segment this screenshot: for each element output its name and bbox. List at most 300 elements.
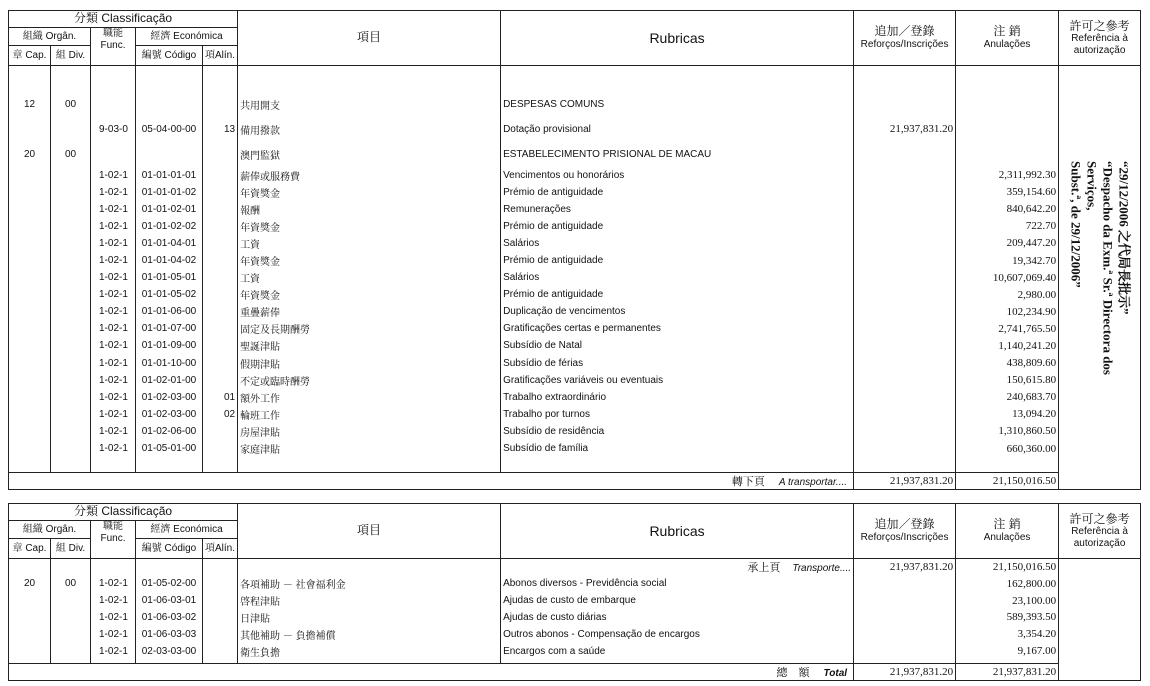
func-cell: 1-02-1: [91, 423, 136, 440]
item-cell: 薪俸或服務費: [238, 167, 501, 184]
transport-row: [9, 559, 1141, 576]
reforcos-cell: [854, 201, 956, 218]
cap-cell: [9, 184, 51, 201]
anulacoes-cell: 13,094.20: [956, 406, 1059, 423]
anulacoes-cell: 359,154.60: [956, 184, 1059, 201]
codigo-cell: 05-04-00-00: [136, 117, 203, 142]
anulacoes-cell: 19,342.70: [956, 252, 1059, 269]
codigo-cell: 01-01-04-01: [136, 235, 203, 252]
item-cell: 不定或臨時酬勞: [238, 372, 501, 389]
item-cell: 假期津貼: [238, 355, 501, 372]
func-cell: 1-02-1: [91, 235, 136, 252]
table-row: [9, 389, 1141, 406]
empty-cell: [91, 559, 136, 576]
codigo-cell: 01-01-09-00: [136, 337, 203, 354]
anulacoes-header-zh: 注 銷: [993, 24, 1021, 39]
spacer-cell: [956, 457, 1059, 472]
item-cell: 家庭津貼: [238, 440, 501, 457]
cap-cell: [9, 355, 51, 372]
table-row: [9, 423, 1141, 440]
anulacoes-cell: 23,100.00: [956, 592, 1059, 609]
spacer-cell: [51, 457, 91, 472]
div-header: 組 Div.: [51, 539, 91, 559]
footer-anulacoes: 21,937,831.20: [956, 663, 1059, 680]
cap-cell: [9, 252, 51, 269]
reforcos-cell: [854, 184, 956, 201]
alin-cell: 01: [203, 389, 238, 406]
spacer-cell: [9, 66, 51, 92]
empty-cell: [9, 559, 51, 576]
codigo-cell: 01-01-04-02: [136, 252, 203, 269]
codigo-cell: 01-01-02-01: [136, 201, 203, 218]
rubrica-cell: Trabalho extraordinário: [501, 389, 854, 406]
alin-cell: [203, 167, 238, 184]
referencia-header: [1059, 11, 1141, 66]
func-cell: 9-03-0: [91, 117, 136, 142]
div-cell: [51, 320, 91, 337]
reforcos-header-pt: Reforços/Inscrições: [860, 39, 949, 51]
reforcos-header: [854, 504, 956, 559]
reforcos-cell: [854, 142, 956, 167]
alin-cell: [203, 286, 238, 303]
func-cell: 1-02-1: [91, 269, 136, 286]
table-row: [9, 252, 1141, 269]
alin-cell: [203, 440, 238, 457]
anulacoes-cell: [956, 92, 1059, 117]
alin-cell: 13: [203, 117, 238, 142]
cap-cell: [9, 218, 51, 235]
cap-cell: [9, 167, 51, 184]
div-cell: [51, 372, 91, 389]
codigo-header: 編號 Código: [136, 46, 203, 66]
table-row: [9, 609, 1141, 626]
cap-cell: 12: [9, 92, 51, 117]
reforcos-cell: [854, 423, 956, 440]
anulacoes-cell: 1,310,860.50: [956, 423, 1059, 440]
div-cell: [51, 117, 91, 142]
footer-label: [9, 663, 854, 680]
anulacoes-cell: 660,360.00: [956, 440, 1059, 457]
div-cell: [51, 167, 91, 184]
func-header-pt: Func.: [100, 39, 126, 51]
anulacoes-header-pt: Anulações: [983, 532, 1031, 544]
anulacoes-cell: 10,607,069.40: [956, 269, 1059, 286]
rubrica-cell: Trabalho por turnos: [501, 406, 854, 423]
rubricas-header: Rubricas: [501, 11, 854, 66]
anulacoes-cell: 2,741,765.50: [956, 320, 1059, 337]
item-cell: 年資獎金: [238, 252, 501, 269]
table-row: [9, 303, 1141, 320]
alin-cell: [203, 269, 238, 286]
cap-cell: [9, 303, 51, 320]
spacer-cell: [91, 66, 136, 92]
economica-header: 經濟 Económica: [136, 28, 238, 46]
reforcos-cell: [854, 235, 956, 252]
codigo-cell: 01-01-01-01: [136, 167, 203, 184]
transport-label-pt: Transporte....: [792, 563, 852, 575]
footer-label-pt: A transportar....: [778, 476, 848, 488]
cap-cell: [9, 320, 51, 337]
cap-cell: [9, 389, 51, 406]
footer-label-zh: 總 額: [776, 666, 810, 679]
footer-label-pt: Total: [823, 667, 848, 679]
rubrica-cell: Encargos com a saúde: [501, 643, 854, 660]
rubrica-cell: Vencimentos ou honorários: [501, 167, 854, 184]
codigo-cell: 01-01-05-02: [136, 286, 203, 303]
div-cell: [51, 643, 91, 660]
classification-header: 分類 Classificação: [9, 504, 238, 521]
footer-row: [9, 472, 1141, 489]
empty-cell: [203, 559, 238, 576]
alin-cell: [203, 252, 238, 269]
codigo-cell: 01-01-07-00: [136, 320, 203, 337]
alin-cell: [203, 423, 238, 440]
cap-header: 章 Cap.: [9, 539, 51, 559]
item-cell: 重疊薪俸: [238, 303, 501, 320]
reforcos-cell: [854, 609, 956, 626]
reforcos-cell: [854, 337, 956, 354]
func-cell: 1-02-1: [91, 252, 136, 269]
reforcos-cell: [854, 167, 956, 184]
table-row: [9, 286, 1141, 303]
spacer-cell: [956, 66, 1059, 92]
codigo-cell: 01-02-01-00: [136, 372, 203, 389]
cap-cell: [9, 592, 51, 609]
table-row: [9, 406, 1141, 423]
item-cell: 年資獎金: [238, 286, 501, 303]
cap-cell: [9, 626, 51, 643]
alin-header: 項Alín.: [203, 539, 238, 559]
div-cell: [51, 269, 91, 286]
spacer-cell: [136, 457, 203, 472]
cap-cell: 20: [9, 142, 51, 167]
func-cell: 1-02-1: [91, 184, 136, 201]
alin-cell: [203, 626, 238, 643]
cap-cell: [9, 440, 51, 457]
func-cell: 1-02-1: [91, 201, 136, 218]
reforcos-cell: [854, 592, 956, 609]
func-cell: 1-02-1: [91, 218, 136, 235]
codigo-cell: 01-05-01-00: [136, 440, 203, 457]
reforcos-cell: [854, 406, 956, 423]
anulacoes-cell: 209,447.20: [956, 235, 1059, 252]
transport-anulacoes: 21,150,016.50: [956, 559, 1059, 576]
codigo-header: 編號 Código: [136, 539, 203, 559]
authorization-line: “Despacho da Exm.ª Sr.ª Directora dos Serviços,: [1084, 161, 1116, 375]
empty-cell: [51, 559, 91, 576]
div-cell: [51, 235, 91, 252]
rubrica-cell: Gratificações certas e permanentes: [501, 320, 854, 337]
codigo-cell: 01-01-10-00: [136, 355, 203, 372]
alin-cell: [203, 218, 238, 235]
func-cell: 1-02-1: [91, 320, 136, 337]
footer-reforcos: 21,937,831.20: [854, 472, 956, 489]
rubrica-cell: Abonos diversos - Previdência social: [501, 576, 854, 593]
div-cell: [51, 286, 91, 303]
codigo-cell: [136, 92, 203, 117]
item-cell: 各項補助 － 社會福利金: [238, 576, 501, 593]
spacer-cell: [203, 457, 238, 472]
reforcos-cell: [854, 643, 956, 660]
cap-header: 章 Cap.: [9, 46, 51, 66]
spacer-cell: [854, 66, 956, 92]
func-header-zh: 職能: [103, 521, 123, 532]
item-cell: 工資: [238, 269, 501, 286]
codigo-cell: 01-05-02-00: [136, 576, 203, 593]
item-cell: 房屋津貼: [238, 423, 501, 440]
rubrica-cell: Prémio de antiguidade: [501, 252, 854, 269]
anulacoes-header-pt: Anulações: [983, 39, 1031, 51]
anulacoes-header: [956, 11, 1059, 66]
item-header: 項目: [238, 11, 501, 66]
referencia-header: [1059, 504, 1141, 559]
cap-cell: [9, 269, 51, 286]
reforcos-header-zh: 追加／登錄: [874, 24, 935, 39]
func-cell: 1-02-1: [91, 337, 136, 354]
div-cell: [51, 440, 91, 457]
table-row: [9, 337, 1141, 354]
codigo-cell: 01-02-03-00: [136, 406, 203, 423]
rubrica-cell: Ajudas de custo de embarque: [501, 592, 854, 609]
func-cell: 1-02-1: [91, 609, 136, 626]
alin-cell: [203, 372, 238, 389]
anulacoes-cell: 589,393.50: [956, 609, 1059, 626]
table-row: [9, 235, 1141, 252]
alin-cell: [203, 643, 238, 660]
empty-cell: [238, 559, 501, 576]
cap-cell: [9, 286, 51, 303]
anulacoes-cell: 2,311,992.30: [956, 167, 1059, 184]
referencia-header-pt: Referência à autorização: [1071, 33, 1128, 56]
anulacoes-header: [956, 504, 1059, 559]
table-row: [9, 320, 1141, 337]
anulacoes-cell: [956, 142, 1059, 167]
item-cell: 報酬: [238, 201, 501, 218]
budget-table-page-2: [8, 503, 1141, 681]
cap-cell: [9, 372, 51, 389]
alin-cell: [203, 320, 238, 337]
reforcos-cell: [854, 303, 956, 320]
cap-cell: [9, 643, 51, 660]
rubrica-cell: Salários: [501, 269, 854, 286]
alin-cell: 02: [203, 406, 238, 423]
cap-cell: [9, 406, 51, 423]
rubrica-cell: Ajudas de custo diárias: [501, 609, 854, 626]
anulacoes-cell: 2,980.00: [956, 286, 1059, 303]
table-row: [9, 440, 1141, 457]
div-header: 組 Div.: [51, 46, 91, 66]
reforcos-header-pt: Reforços/Inscrições: [860, 532, 949, 544]
rubrica-cell: Prémio de antiguidade: [501, 286, 854, 303]
item-cell: 額外工作: [238, 389, 501, 406]
anulacoes-cell: 9,167.00: [956, 643, 1059, 660]
rubricas-header: Rubricas: [501, 504, 854, 559]
rubrica-cell: Prémio de antiguidade: [501, 184, 854, 201]
div-cell: [51, 592, 91, 609]
table-row: [9, 355, 1141, 372]
cap-cell: 20: [9, 576, 51, 593]
alin-cell: [203, 337, 238, 354]
table-row: [9, 626, 1141, 643]
cap-cell: [9, 201, 51, 218]
item-cell: 固定及長期酬勞: [238, 320, 501, 337]
item-cell: 共用開支: [238, 92, 501, 117]
func-cell: [91, 92, 136, 117]
table-row: [9, 576, 1141, 593]
alin-cell: [203, 201, 238, 218]
spacer-cell: [238, 66, 501, 92]
reforcos-cell: [854, 92, 956, 117]
rubrica-cell: Prémio de antiguidade: [501, 218, 854, 235]
rubrica-cell: Subsídio de férias: [501, 355, 854, 372]
func-cell: 1-02-1: [91, 592, 136, 609]
div-cell: [51, 355, 91, 372]
item-cell: 備用撥款: [238, 117, 501, 142]
func-cell: 1-02-1: [91, 626, 136, 643]
func-cell: 1-02-1: [91, 576, 136, 593]
div-cell: 00: [51, 92, 91, 117]
div-cell: 00: [51, 142, 91, 167]
reforcos-cell: [854, 252, 956, 269]
codigo-cell: 01-01-05-01: [136, 269, 203, 286]
spacer-cell: [9, 457, 51, 472]
cap-cell: [9, 337, 51, 354]
codigo-cell: 01-02-06-00: [136, 423, 203, 440]
empty-cell: [136, 559, 203, 576]
reforcos-cell: [854, 576, 956, 593]
spacer-cell: [51, 66, 91, 92]
item-cell: 啓程津貼: [238, 592, 501, 609]
div-cell: 00: [51, 576, 91, 593]
anulacoes-cell: 102,234.90: [956, 303, 1059, 320]
rubrica-cell: Duplicação de vencimentos: [501, 303, 854, 320]
item-header: 項目: [238, 504, 501, 559]
codigo-cell: 02-03-03-00: [136, 643, 203, 660]
economica-header: 經濟 Económica: [136, 521, 238, 539]
anulacoes-cell: 150,615.80: [956, 372, 1059, 389]
div-cell: [51, 626, 91, 643]
anulacoes-cell: 162,800.00: [956, 576, 1059, 593]
spacer-cell: [238, 457, 501, 472]
referencia-header-zh: 許可之參考: [1069, 511, 1130, 526]
func-header-pt: Func.: [100, 532, 126, 544]
reforcos-cell: [854, 269, 956, 286]
anulacoes-cell: 840,642.20: [956, 201, 1059, 218]
table-row: [9, 167, 1141, 184]
func-cell: 1-02-1: [91, 643, 136, 660]
reforcos-cell: 21,937,831.20: [854, 117, 956, 142]
footer-reforcos: 21,937,831.20: [854, 663, 956, 680]
table-row: [9, 184, 1141, 201]
table-row: [9, 92, 1141, 117]
alin-cell: [203, 609, 238, 626]
codigo-cell: 01-02-03-00: [136, 389, 203, 406]
rubrica-cell: Subsídio de Natal: [501, 337, 854, 354]
cap-cell: [9, 609, 51, 626]
func-cell: 1-02-1: [91, 440, 136, 457]
spacer-cell: [91, 457, 136, 472]
codigo-cell: 01-06-03-02: [136, 609, 203, 626]
reforcos-cell: [854, 626, 956, 643]
alin-cell: [203, 576, 238, 593]
anulacoes-cell: 722.70: [956, 218, 1059, 235]
organ-header: 組織 Orgân.: [9, 521, 91, 539]
reforcos-header-zh: 追加／登錄: [874, 517, 935, 532]
alin-cell: [203, 355, 238, 372]
table-row: [9, 201, 1141, 218]
rubrica-cell: ESTABELECIMENTO PRISIONAL DE MACAU: [501, 142, 854, 167]
reforcos-cell: [854, 286, 956, 303]
footer-label-zh: 轉下頁: [731, 475, 765, 488]
div-cell: [51, 184, 91, 201]
rubrica-cell: DESPESAS COMUNS: [501, 92, 854, 117]
transport-label-zh: 承上頁: [747, 562, 781, 575]
codigo-cell: 01-01-02-02: [136, 218, 203, 235]
item-cell: 衛生負擔: [238, 643, 501, 660]
cap-cell: [9, 235, 51, 252]
table-row: [9, 269, 1141, 286]
item-cell: 輪班工作: [238, 406, 501, 423]
anulacoes-cell: 240,683.70: [956, 389, 1059, 406]
alin-cell: [203, 592, 238, 609]
func-cell: 1-02-1: [91, 167, 136, 184]
item-cell: 澳門監獄: [238, 142, 501, 167]
transport-reforcos: 21,937,831.20: [854, 559, 956, 576]
referencia-header-pt: Referência à autorização: [1071, 526, 1128, 549]
rubrica-cell: Outros abonos - Compensação de encargos: [501, 626, 854, 643]
alin-cell: [203, 303, 238, 320]
reforcos-header: [854, 11, 956, 66]
table-row: [9, 142, 1141, 167]
func-cell: 1-02-1: [91, 286, 136, 303]
rubrica-cell: Remunerações: [501, 201, 854, 218]
spacer-cell: [501, 66, 854, 92]
item-cell: 其他補助 － 負擔補償: [238, 626, 501, 643]
alin-cell: [203, 184, 238, 201]
codigo-cell: 01-06-03-03: [136, 626, 203, 643]
table-row: [9, 372, 1141, 389]
rubrica-cell: Subsídio de residência: [501, 423, 854, 440]
func-header: [91, 521, 136, 559]
div-cell: [51, 389, 91, 406]
anulacoes-cell: 1,140,241.20: [956, 337, 1059, 354]
cap-cell: [9, 117, 51, 142]
reforcos-cell: [854, 389, 956, 406]
func-header: [91, 28, 136, 66]
rubrica-cell: Subsídio de família: [501, 440, 854, 457]
func-cell: 1-02-1: [91, 389, 136, 406]
authorization-reference: [1059, 66, 1141, 490]
func-header-zh: 職能: [103, 28, 123, 39]
anulacoes-cell: 3,354.20: [956, 626, 1059, 643]
authorization-line: “29/12/2006 之代局長批示”: [1116, 161, 1132, 315]
func-cell: [91, 142, 136, 167]
div-cell: [51, 201, 91, 218]
div-cell: [51, 337, 91, 354]
spacer-cell: [203, 66, 238, 92]
item-cell: 年資獎金: [238, 218, 501, 235]
table-row: [9, 592, 1141, 609]
item-cell: 工資: [238, 235, 501, 252]
classification-header: 分類 Classificação: [9, 11, 238, 28]
alin-cell: [203, 142, 238, 167]
referencia-header-zh: 許可之參考: [1069, 18, 1130, 33]
div-cell: [51, 423, 91, 440]
func-cell: 1-02-1: [91, 303, 136, 320]
alin-cell: [203, 92, 238, 117]
codigo-cell: 01-01-01-02: [136, 184, 203, 201]
anulacoes-header-zh: 注 銷: [993, 517, 1021, 532]
